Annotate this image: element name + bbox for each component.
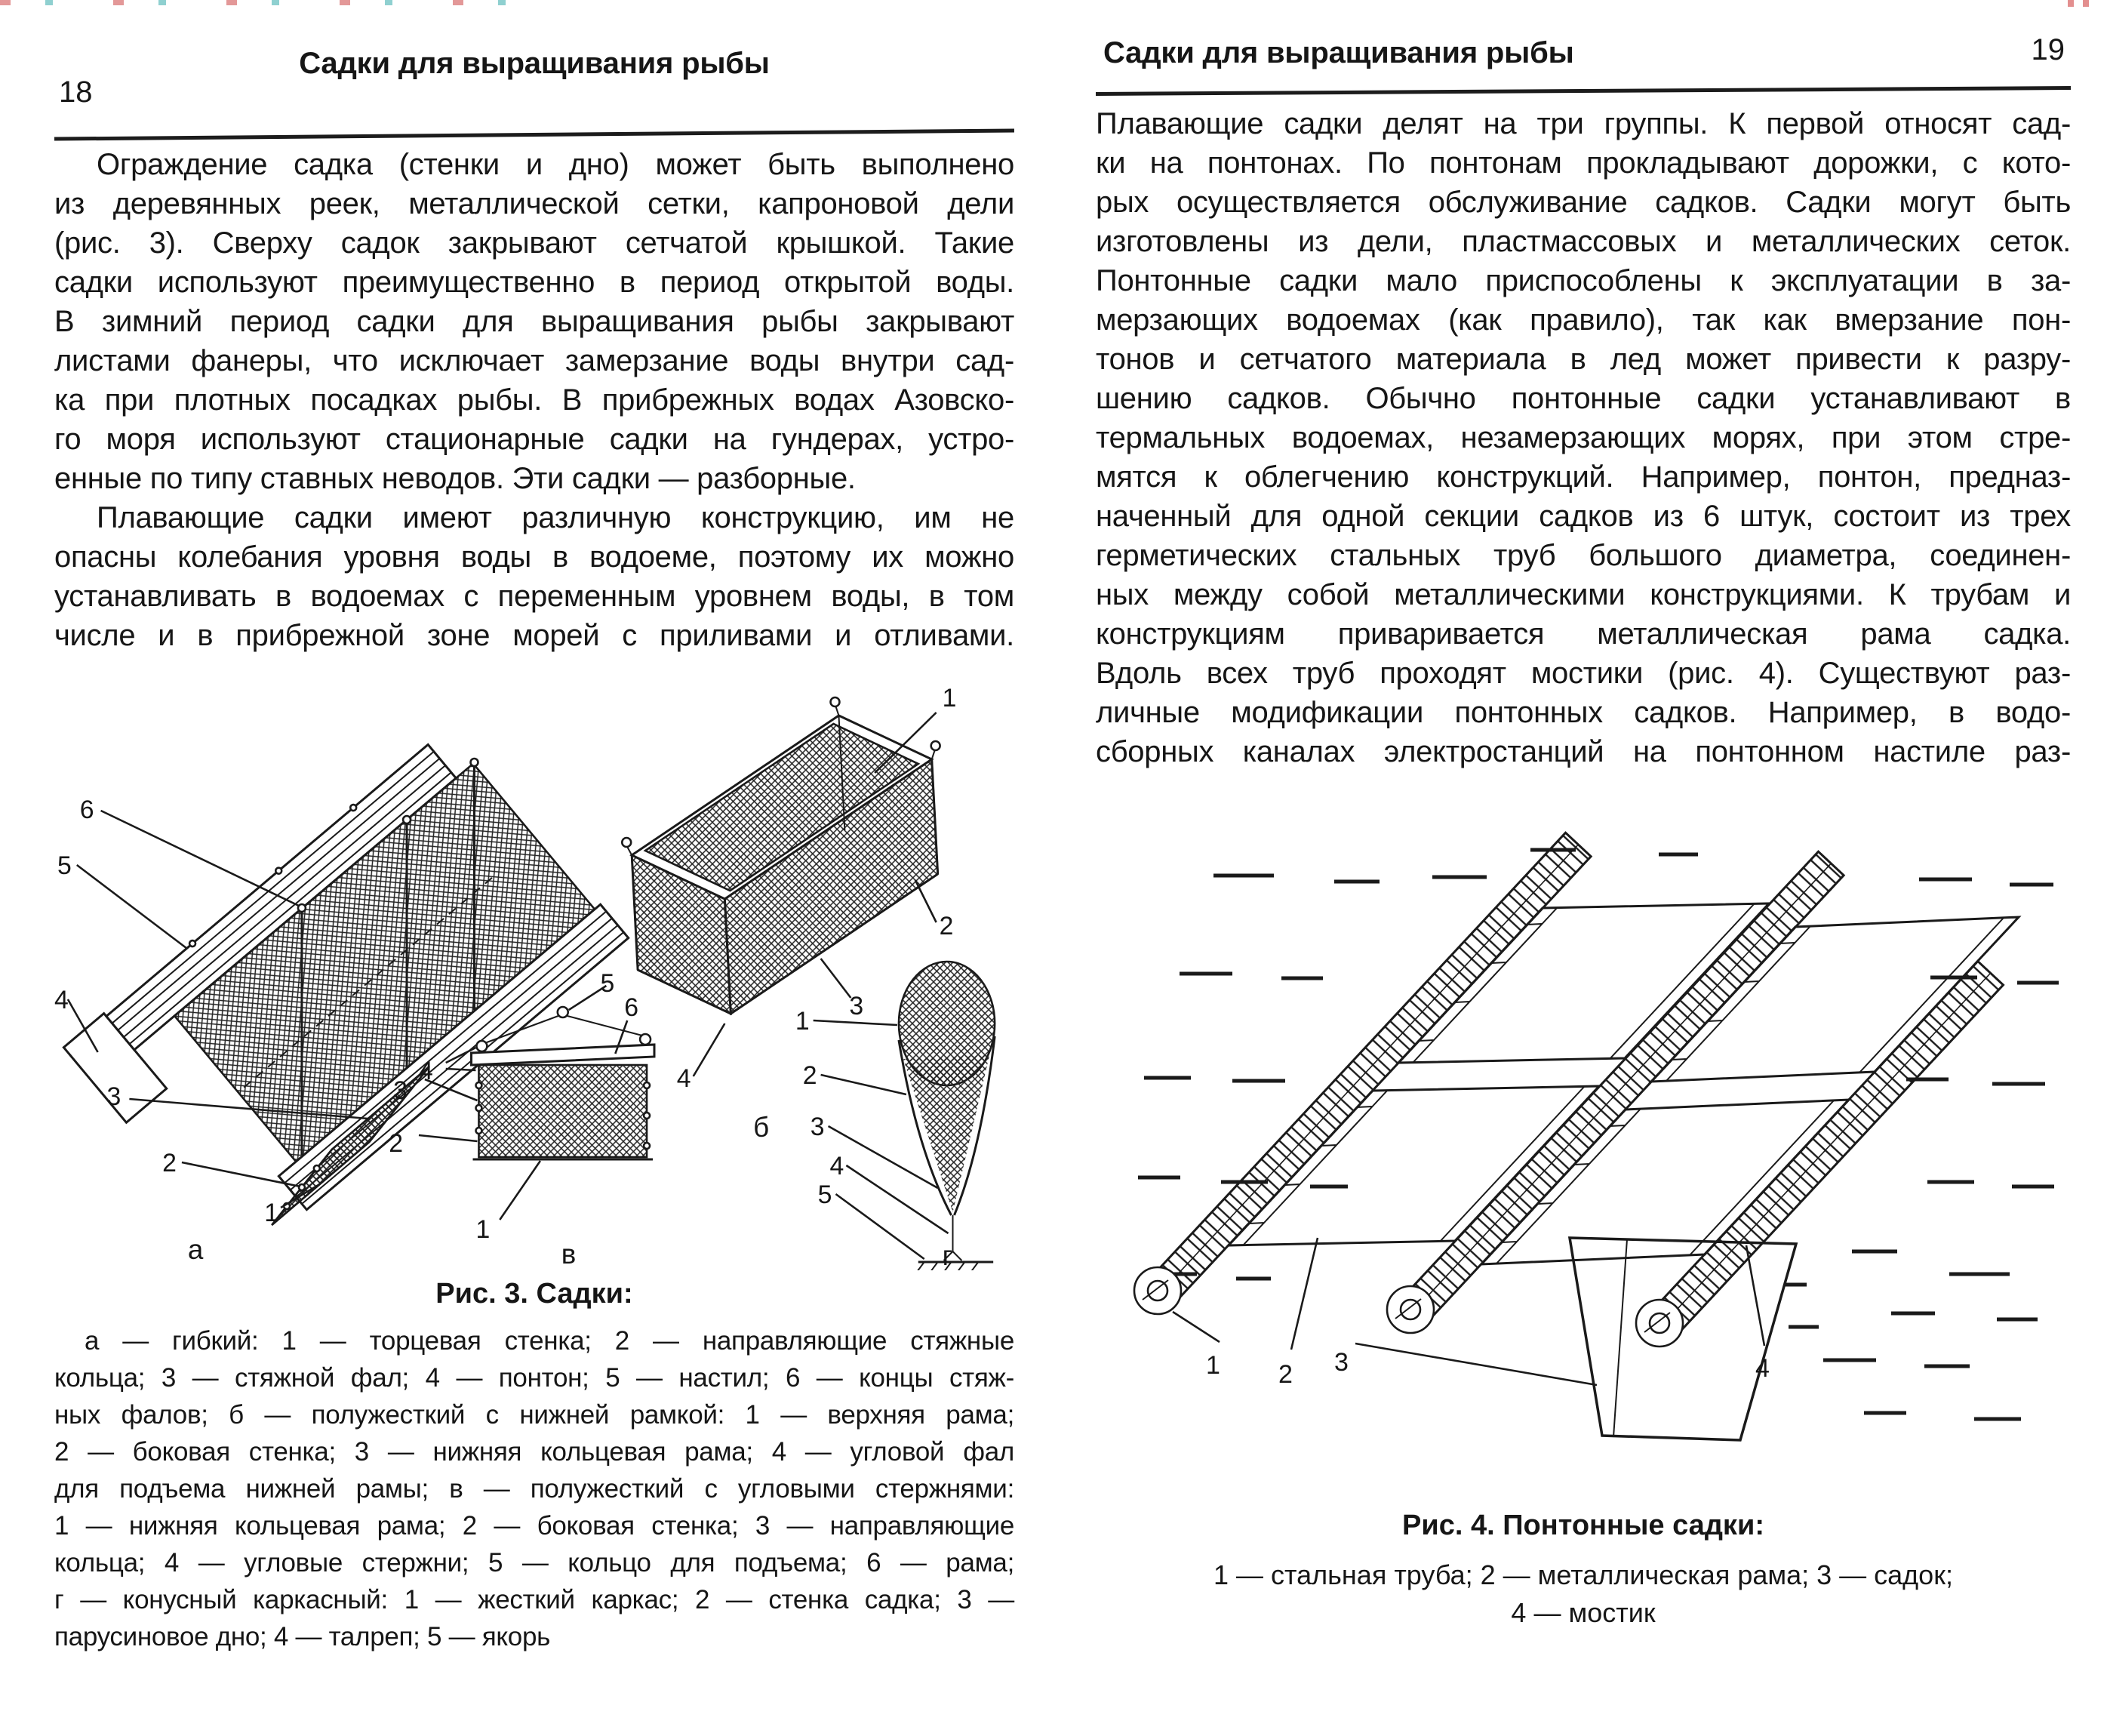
body-line: мятся к облегчению конструкций. Например, понтон, предназ- [1096, 460, 2071, 494]
body-line: Вдоль всех труб проходят мостики (рис. 4). Существуют раз- [1096, 657, 2071, 690]
legend-line: 2 — боковая стенка; 3 — нижняя кольцевая рама; 4 — угловой фал [54, 1437, 1014, 1467]
body-line: Понтонные садки мало приспособлены к эксплуатации в за- [1096, 264, 2071, 297]
body-line: изготовлены из дели, пластмассовых и металлических сеток. [1096, 225, 2071, 258]
callout-g-1: 1 [795, 1006, 810, 1036]
callout-a-1: 1 [264, 1198, 279, 1228]
figure-4 [1096, 785, 2071, 1449]
callout-a-4: 4 [54, 985, 69, 1015]
callout-v-3: 3 [393, 1076, 408, 1106]
legend-line: а — гибкий: 1 — торцевая стенка; 2 — направляющие стяжные [85, 1326, 1014, 1356]
callout-3: 3 [1334, 1348, 1349, 1377]
body-text [54, 145, 1014, 655]
hanging-net [1570, 1238, 1796, 1440]
callout-a-2: 2 [162, 1148, 177, 1178]
callout-g-2: 2 [802, 1060, 817, 1091]
callout-v-2: 2 [389, 1128, 403, 1159]
figure-4-legend [1096, 1556, 2071, 1632]
body-text [1096, 104, 2071, 771]
body-line: устанавливать в водоемах с переменным уровнем воды, в том [54, 580, 1014, 613]
body-line: Ограждение садка (стенки и дно) может быть выполнено [97, 148, 1014, 181]
body-line: из деревянных реек, металлической сетки, капроновой дели [54, 187, 1014, 220]
header-rule [54, 128, 1014, 140]
callout-4: 4 [1755, 1354, 1770, 1383]
body-line: рых осуществляется обслуживание садков. Садки могут быть [1096, 186, 2071, 219]
fig3-sub-a-pontoons [63, 722, 628, 1266]
figure-4-caption-title: Рис. 4. Понтонные садки: [1402, 1510, 1764, 1541]
sub-label-v: в [561, 1238, 577, 1270]
callout-2: 2 [1278, 1360, 1293, 1389]
body-line: мерзающих водоемах (как правило), так как вмерзание пон- [1096, 303, 2071, 337]
legend-line: 4 — мостик [1511, 1597, 1656, 1628]
legend-line: парусиновое дно; 4 — талреп; 5 — якорь [54, 1622, 551, 1651]
legend-line: г — конусный каркасный: 1 — жесткий каркас; 2 — стенка садка; 3 — [54, 1585, 1014, 1614]
body-line: личные модификации понтонных садков. Например, в водо- [1096, 696, 2071, 729]
legend-line: кольца; 3 — стяжной фал; 4 — понтон; 5 — настил; 6 — концы стяж- [54, 1363, 1014, 1393]
body-line: листами фанеры, что исключает замерзание воды внутри сад- [54, 344, 1014, 377]
legend-line: 1 — нижняя кольцевая рама; 2 — боковая стенка; 3 — направляющие [54, 1511, 1014, 1541]
body-line: Плавающие садки имеют различную конструкцию, им не [97, 501, 1014, 534]
callout-a-3: 3 [106, 1082, 121, 1112]
body-line: числе и в прибрежной зоне морей с приливами и отливами. [54, 619, 1014, 652]
page-number: 18 [59, 75, 93, 109]
walkway-1 [1146, 833, 1591, 1306]
legend-line: ных фалов; б — полужесткий с нижней рамкой: 1 — верхняя рама; [54, 1400, 1014, 1430]
body-line: опасны колебания уровня воды в водоеме, поэтому их можно [54, 540, 1014, 574]
figure-3-caption-title: Рис. 3. Садки: [435, 1278, 633, 1310]
body-line: садки используют преимущественно в период открытой воды. [54, 266, 1014, 299]
legend-line: 1 — стальная труба; 2 — металлическая рама; 3 — садок; [1213, 1559, 1953, 1590]
page-number: 19 [2031, 33, 2065, 66]
body-line: (рис. 3). Сверху садок закрывают сетчатой крышкой. Такие [54, 226, 1014, 260]
body-line: термальных водоемах, незамерзающих морях, при этом стре- [1096, 421, 2071, 454]
page-18 [54, 0, 1014, 1736]
fig3-sub-b-frame [622, 697, 940, 1014]
figure-3-legend [54, 1322, 1014, 1655]
running-title: Садки для выращивания рыбы [299, 47, 770, 80]
body-line: Плавающие садки делят на три группы. К первой относят сад- [1096, 107, 2071, 140]
sub-label-g: г [942, 1239, 953, 1270]
callout-g-4: 4 [829, 1151, 844, 1181]
body-line: сборных каналах электростанций на понтонном настиле раз- [1096, 735, 2071, 768]
body-line: ка при плотных посадках рыбы. В прибрежных водах Азовско- [54, 383, 1014, 417]
callout-v-1: 1 [475, 1214, 491, 1245]
running-title: Садки для выращивания рыбы [1103, 36, 1574, 69]
legend-line: кольца; 4 — угловые стержни; 5 — кольцо для подъема; 6 — рама; [54, 1548, 1014, 1577]
sub-label-a: а [187, 1233, 204, 1266]
page-19 [1096, 0, 2071, 1736]
body-line: тонов и сетчатого материала в лед может привести к разру- [1096, 343, 2071, 376]
callout-a-5: 5 [57, 851, 72, 881]
scan-noise-dot [2068, 0, 2098, 7]
callout-v-4: 4 [418, 1056, 433, 1086]
body-line: го моря используют стационарные садки на гундерах, устро- [54, 423, 1014, 456]
fig3-sub-g-cone [899, 962, 995, 1270]
legend-line: для подъема нижней рамы; в — полужесткий с угловыми стержнями: [54, 1474, 1014, 1504]
callout-b-1: 1 [942, 683, 957, 713]
callout-g-3: 3 [810, 1112, 825, 1142]
body-line: наченный для одной секции садков из 6 штук, состоит из трех [1096, 500, 2071, 533]
callout-v-5: 5 [600, 968, 615, 999]
body-line: ных между собой металлическими конструкциями. К трубам и [1096, 578, 2071, 611]
callout-b-2: 2 [939, 911, 954, 941]
body-line: ки на понтонах. По понтонам прокладывают дорожки, с кото- [1096, 146, 2071, 180]
body-line: енные по типу ставных неводов. Эти садки — разборные. [54, 462, 856, 495]
body-line: конструкциям приваривается металлическая рама садка. [1096, 617, 2071, 651]
callout-b-4: 4 [676, 1063, 691, 1094]
callout-1: 1 [1206, 1351, 1220, 1380]
callout-b-3: 3 [849, 991, 864, 1021]
callout-a-6: 6 [79, 795, 94, 825]
body-line: шению садков. Обычно понтонные садки устанавливают в [1096, 382, 2071, 415]
body-line: В зимний период садки для выращивания рыбы закрывают [54, 305, 1014, 338]
figure-3 [54, 663, 1014, 1274]
sub-label-b: б [753, 1111, 770, 1143]
callout-v-6: 6 [624, 993, 639, 1023]
header-rule [1096, 86, 2071, 96]
body-line: герметических стальных труб большого диаметра, соединен- [1096, 539, 2071, 572]
callout-g-5: 5 [817, 1180, 832, 1210]
